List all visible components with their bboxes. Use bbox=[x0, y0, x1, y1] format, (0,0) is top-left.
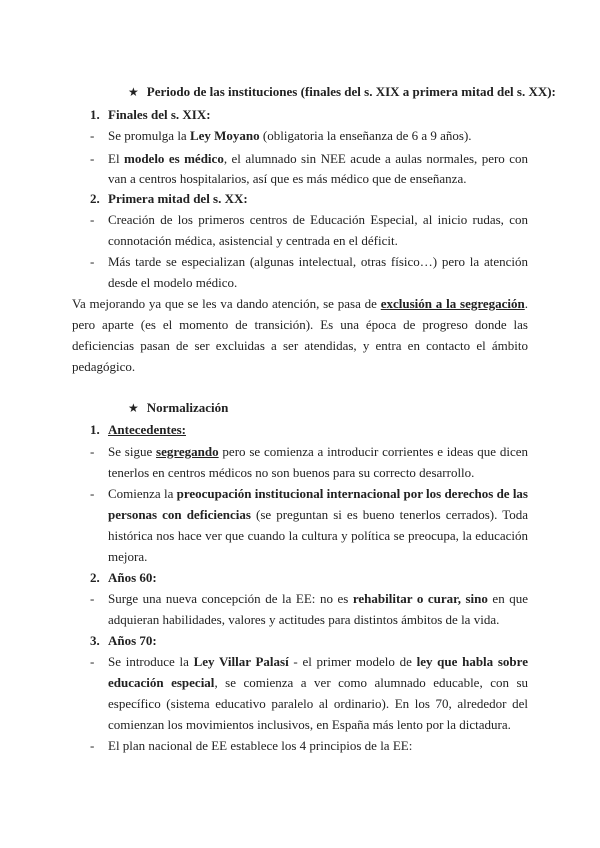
star-icon: ★ bbox=[128, 85, 139, 99]
paragraph-line: deficiencias pasan de ser excluidas a ser atendidas, y entra en contacto el ámbito bbox=[72, 338, 528, 353]
list-number: 1. bbox=[90, 422, 100, 437]
bullet-text: El plan nacional de EE establece los 4 principios de la EE: bbox=[108, 738, 413, 753]
list-number: 2. bbox=[90, 191, 100, 206]
bullet-text-continuation: comienzan los movimientos inclusivos, en España más lento por la dictadura. bbox=[108, 717, 511, 732]
star-icon: ★ bbox=[128, 401, 139, 415]
list-item-title: Finales del s. XIX: bbox=[108, 107, 211, 122]
bullet-text-continuation: mejora. bbox=[108, 549, 148, 564]
list-item-title: Años 70: bbox=[108, 633, 157, 648]
paragraph-line: Va mejorando ya que se les va dando atención, se pasa de exclusión a la segregación. bbox=[72, 296, 528, 311]
paragraph-line: pedagógico. bbox=[72, 359, 136, 374]
paragraph-line: pero aparte (es el momento de transición). Es una época de progreso donde las bbox=[72, 317, 528, 332]
bullet-dash: - bbox=[90, 254, 95, 269]
bullet-text-continuation: connotación médica, asistencial y centrada en el déficit. bbox=[108, 233, 398, 248]
bullet-dash: - bbox=[90, 591, 95, 606]
bullet-text: Creación de los primeros centros de Educación Especial, al inicio rudas, con bbox=[108, 212, 528, 227]
list-item-title: Años 60: bbox=[108, 570, 157, 585]
bullet-text-continuation: desde el modelo médico. bbox=[108, 275, 238, 290]
bullet-text-continuation: personas con deficiencias (se preguntan si es bueno tenerlos cerrados). Toda bbox=[108, 507, 528, 522]
list-item-title: Antecedentes: bbox=[108, 422, 186, 437]
bullet-dash: - bbox=[90, 486, 95, 501]
bullet-dash: - bbox=[90, 128, 95, 143]
bullet-dash: - bbox=[90, 212, 95, 227]
bullet-dash: - bbox=[90, 738, 95, 753]
bullet-text-continuation: adquieran habilidades, valores y actitudes para distintos ámbitos de la vida. bbox=[108, 612, 500, 627]
list-number: 1. bbox=[90, 107, 100, 122]
bullet-text: Se promulga la Ley Moyano (obligatoria la enseñanza de 6 a 9 años). bbox=[108, 128, 472, 143]
list-number: 2. bbox=[90, 570, 100, 585]
bullet-text: Surge una nueva concepción de la EE: no es rehabilitar o curar, sino en que bbox=[108, 591, 528, 606]
bullet-text: Se introduce la Ley Villar Palasí - el primer modelo de ley que habla sobre bbox=[108, 654, 528, 669]
bullet-text: Se sigue segregando pero se comienza a introducir corrientes e ideas que dicen bbox=[108, 444, 528, 459]
section-heading-normalizacion: ★ Normalización bbox=[128, 398, 228, 418]
list-item-title: Primera mitad del s. XX: bbox=[108, 191, 248, 206]
bullet-dash: - bbox=[90, 654, 95, 669]
bullet-text-continuation: histórica nos hace ver que cuando la cultura y política se preocupa, la educación bbox=[108, 528, 528, 543]
section-heading-instituciones: ★ Periodo de las instituciones (finales del s. XIX a primera mitad del s. XX): bbox=[128, 82, 556, 102]
bullet-dash: - bbox=[90, 151, 95, 166]
bullet-text-continuation: educación especial, se comienza a ver como alumnado educable, con su bbox=[108, 675, 528, 690]
bullet-text-continuation: específico (sistema educativo paralelo al ordinario). En los 70, alrededor del bbox=[108, 696, 528, 711]
bullet-text-continuation: van a centros hospitalarios, así que es más médico que de enseñanza. bbox=[108, 171, 467, 186]
bullet-text: El modelo es médico, el alumnado sin NEE acude a aulas normales, pero con bbox=[108, 151, 528, 166]
bullet-text-continuation: tenerlos en centros médicos no son buenos para su correcto desarrollo. bbox=[108, 465, 475, 480]
list-number: 3. bbox=[90, 633, 100, 648]
bullet-text: Más tarde se especializan (algunas intelectual, otras físico…) pero la atención bbox=[108, 254, 528, 269]
bullet-dash: - bbox=[90, 444, 95, 459]
bullet-text: Comienza la preocupación institucional internacional por los derechos de las bbox=[108, 486, 528, 501]
